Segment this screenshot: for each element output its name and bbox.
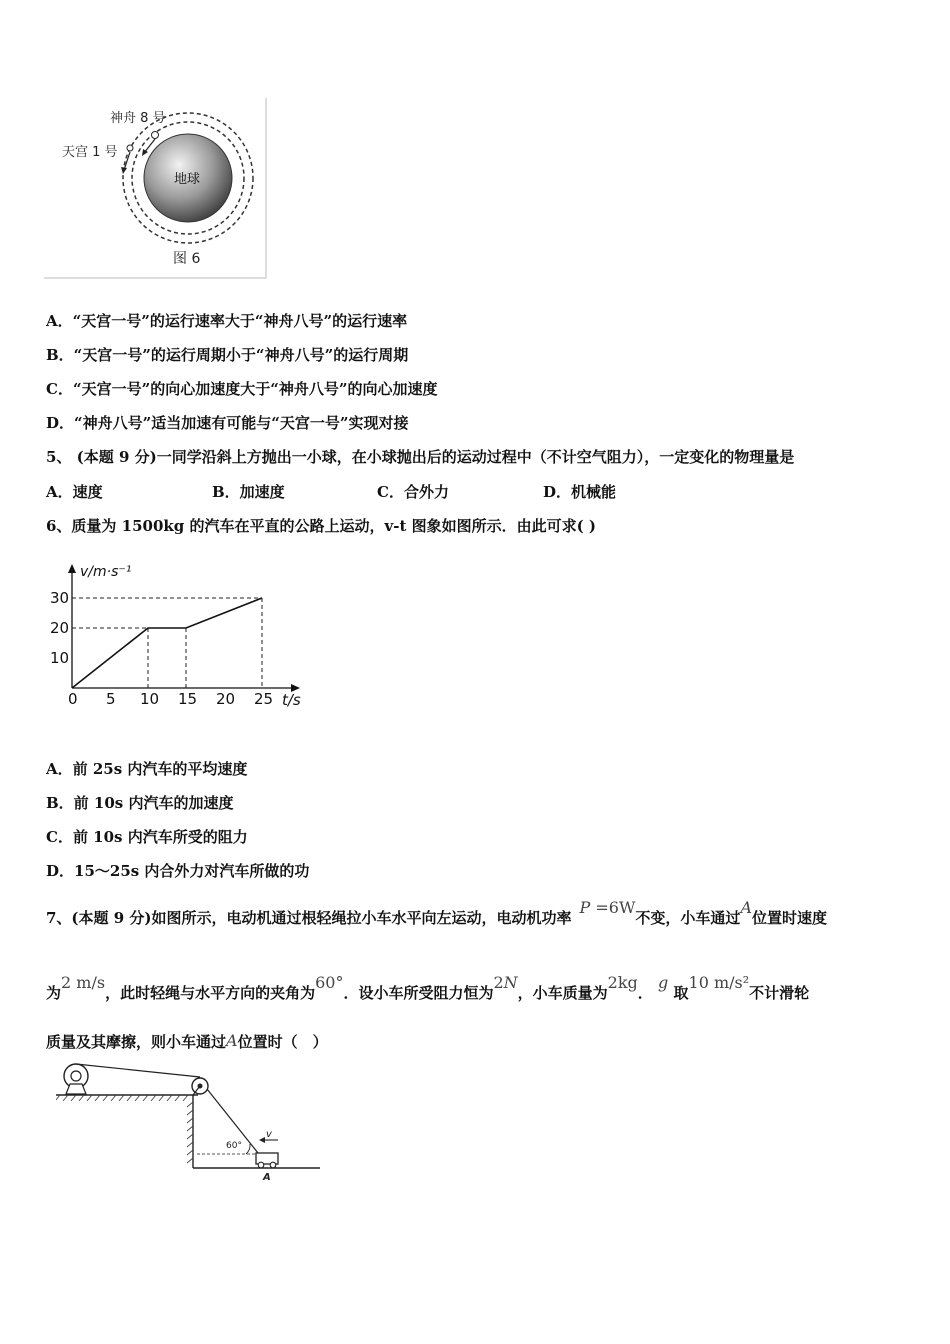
position-a: A [740, 898, 752, 917]
q7-text-2b: ，此时轻绳与水平方向的夹角为 [105, 984, 316, 1002]
position-a-2: A [226, 1031, 238, 1050]
q7-line-3 [46, 1032, 328, 1052]
shenzhou-dot [152, 132, 159, 139]
y-tick-label: 30 [50, 589, 70, 607]
orbit-figure [44, 98, 268, 280]
tiangong-arrowhead [121, 167, 127, 174]
q7-text-2a: 为 [46, 984, 62, 1002]
q6-option-b: B．前 10s 内汽车的加速度 [46, 794, 234, 812]
q5-option-a: A．速度 [46, 483, 103, 501]
power-formula [580, 898, 636, 917]
q7-line-2 [46, 973, 810, 1003]
g-var: g [658, 973, 669, 992]
velocity-label: v [266, 1129, 272, 1140]
rope-horizontal [76, 1064, 200, 1077]
shenzhou-label: 神舟 8 号 [110, 111, 166, 126]
motor [64, 1064, 88, 1094]
upper-ground [56, 1095, 198, 1101]
q4-option-a: A．“天宫一号”的运行速率大于“神舟八号”的运行速率 [46, 312, 408, 330]
power-value: =6W [595, 898, 636, 917]
y-axis-label: v/m·s⁻¹ [80, 564, 132, 580]
q7-text-2e: ． [637, 984, 653, 1002]
q7-text-1b: 不变，小车通过 [635, 909, 741, 927]
fig6-caption: 图 6 [173, 251, 201, 267]
q6-option-a: A．前 25s 内汽车的平均速度 [46, 760, 248, 778]
q7-text-2f: 取 [673, 984, 689, 1002]
speed-value: 2 m/s [61, 973, 106, 992]
vt-chart-svg [44, 558, 314, 718]
pulley [192, 1078, 208, 1095]
guide-layer [72, 598, 262, 688]
q5-option-c: C．合外力 [377, 483, 449, 501]
tiangong-dot [127, 145, 133, 151]
x-tick-label: 15 [178, 690, 198, 708]
mass-value: 2kg [607, 973, 638, 992]
pulley-diagram [56, 1058, 326, 1184]
y-axis-arrow [68, 564, 76, 573]
power-var: P [579, 898, 591, 917]
wall [187, 1095, 193, 1168]
q7-text-1c: 位置时速度 [752, 909, 828, 927]
q5-option-b: B．加速度 [212, 483, 285, 501]
q7-text-1a: 7、(本题 9 分)如图所示，电动机通过根轻绳拉小车水平向左运动，电动机功率 [46, 909, 572, 927]
q7-text-2c: ．设小车所受阻力恒为 [343, 984, 494, 1002]
pulley-figure [56, 1058, 326, 1184]
q6-option-d: D．15～25s 内合外力对汽车所做的功 [46, 862, 310, 880]
q4-option-c: C．“天宫一号”的向心加速度大于“神舟八号”的向心加速度 [46, 380, 438, 398]
angle-arc [246, 1144, 250, 1154]
angle-value: 60° [315, 973, 344, 992]
q7-text-2g: 不计滑轮 [749, 984, 810, 1002]
x-tick-label: 25 [254, 690, 274, 708]
q4-option-d: D．“神舟八号”适当加速有可能与“天宫一号”实现对接 [46, 414, 409, 432]
velocity-line [72, 598, 262, 688]
angle-label: 60° [226, 1141, 242, 1151]
q7-text-3a: 质量及其摩擦，则小车通过 [46, 1033, 227, 1051]
cart [256, 1153, 278, 1168]
q7-text-2d: ，小车质量为 [517, 984, 608, 1002]
cart-label: A [263, 1172, 271, 1183]
y-tick-label: 20 [50, 619, 70, 637]
tiangong-label: 天宫 1 号 [62, 145, 118, 160]
q5-option-d: D．机械能 [543, 483, 617, 501]
earth-label: 地球 [174, 172, 201, 187]
q6-stem: 6、质量为 1500kg 的汽车在平直的公路上运动，v-t 图象如图所示．由此可求( ) [46, 517, 597, 535]
g-value: 10 m/s² [688, 973, 750, 992]
force-value: 2N [493, 973, 518, 992]
x-tick-label: 10 [140, 690, 160, 708]
x-tick-label: 5 [106, 690, 116, 708]
q7-line-1 [46, 898, 828, 928]
x-axis-label: t/s [282, 691, 301, 709]
vt-chart [44, 558, 314, 718]
q5-stem: 5、 (本题 9 分)一同学沿斜上方抛出一小球，在小球抛出后的运动过程中（不计空气阻力），一定变化的物理量是 [46, 448, 795, 466]
shenzhou-arrowhead [142, 149, 148, 156]
orbit-diagram [44, 98, 268, 280]
q6-option-c: C．前 10s 内汽车所受的阻力 [46, 828, 248, 846]
y-tick-label: 10 [50, 649, 70, 667]
x-tick-label: 0 [68, 690, 78, 708]
q7-text-3b: 位置时（ ） [237, 1033, 328, 1051]
x-tick-label: 20 [216, 690, 236, 708]
velocity-arrowhead [259, 1137, 265, 1143]
q4-option-b: B．“天宫一号”的运行周期小于“神舟八号”的运行周期 [46, 346, 409, 364]
